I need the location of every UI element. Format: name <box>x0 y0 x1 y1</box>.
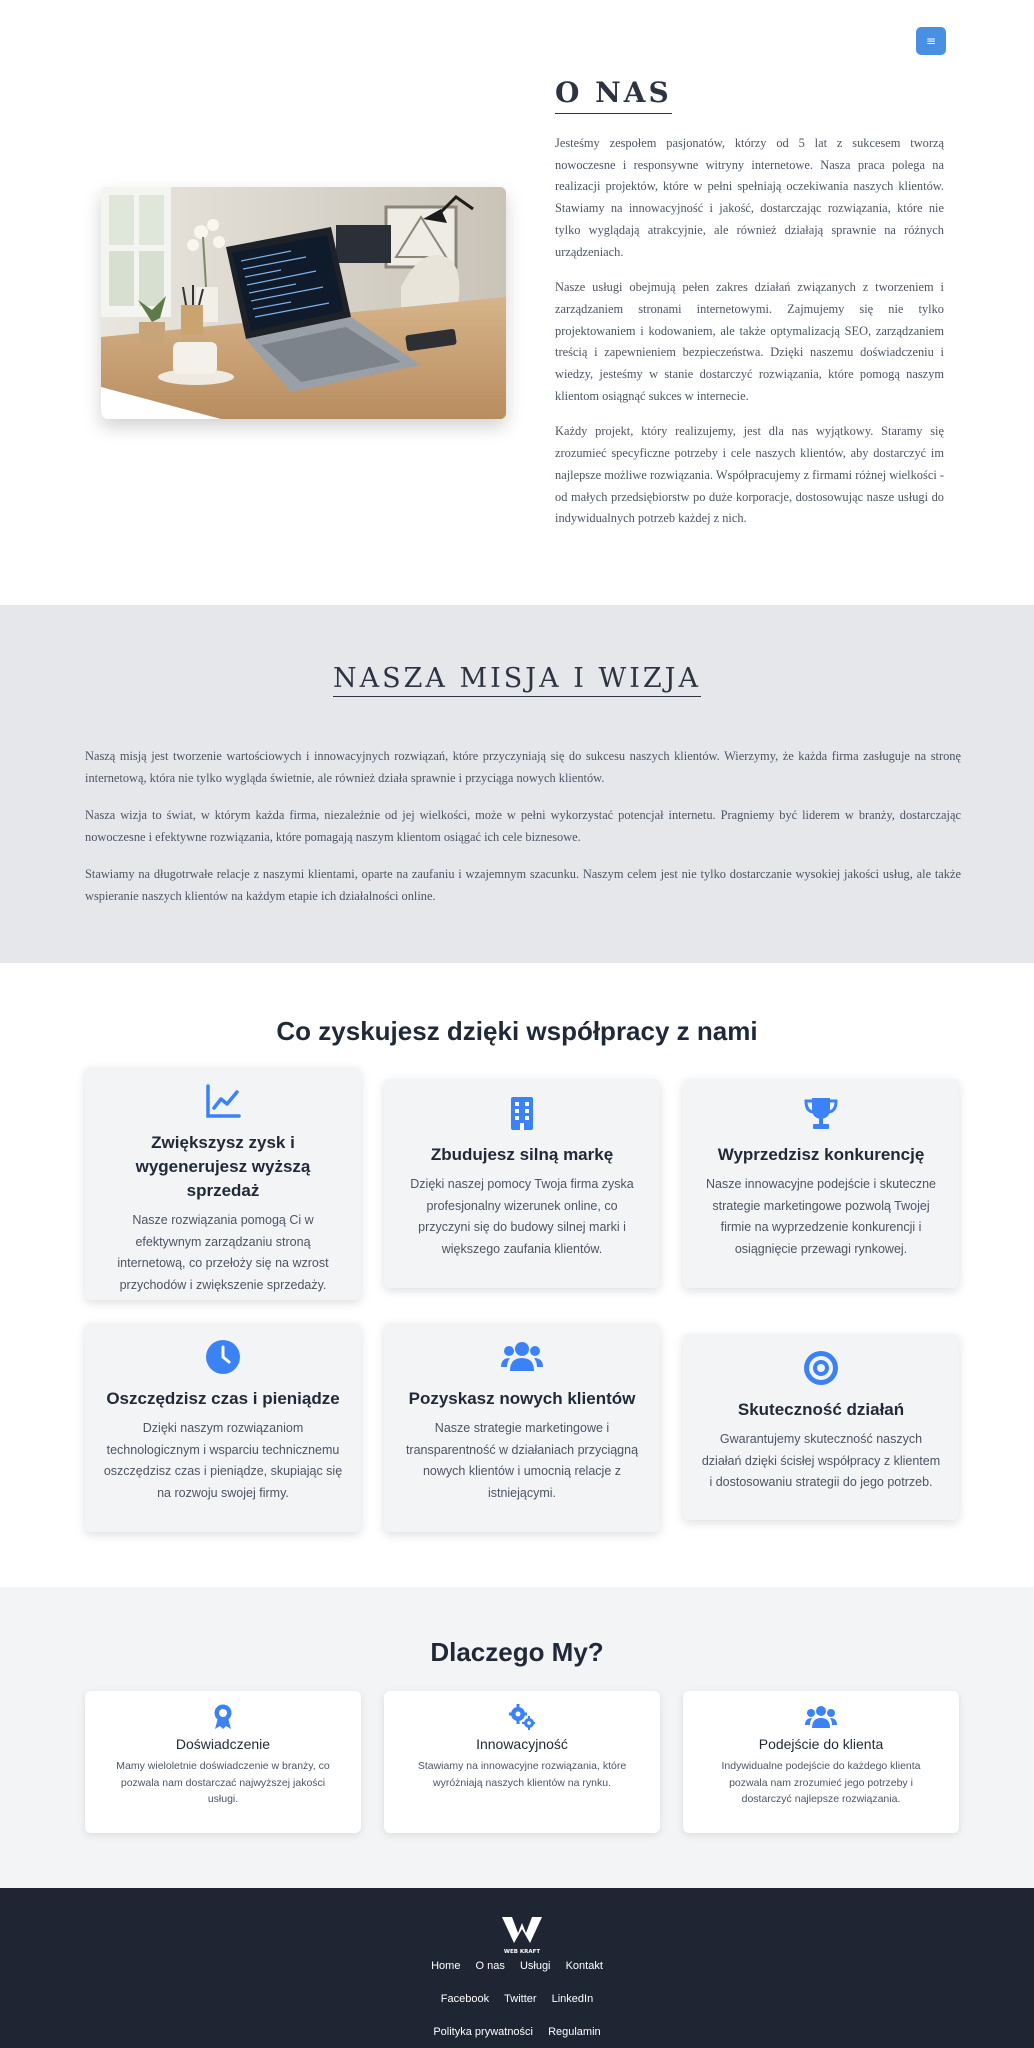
footer-link-terms[interactable]: Regulamin <box>548 2026 601 2038</box>
mission-section <box>0 605 1034 963</box>
about-paragraph: Jesteśmy zespołem pasjonatów, którzy od 5 lat z sukcesem tworzą nowoczesne i responsywne witryny internetowe. Nasza praca polega na realizacji projektów, które w pełni spełniają oczekiwania naszych klientów. Stawiamy na innowacyjność i jakość, dostarczając rozwiązania, które nie tylko wyglądają atrakcyjnie, ale również działają sprawnie na różnych urządzeniach. <box>555 136 944 259</box>
chart-line-icon <box>205 1083 241 1119</box>
users-icon <box>805 1704 837 1730</box>
logo-text: WEB KRAFT <box>503 1949 541 1955</box>
footer-link-twitter[interactable]: Twitter <box>504 1993 537 2005</box>
mission-paragraph: Naszą misją jest tworzenie wartościowych i innowacyjnych rozwiązań, które przyczyniają się do sukcesu naszych klientów. Wierzymy, że każda firma zasługuje na stronę internetową, która nie tylko wygląda świetnie, ale również działa sprawnie i przyciąga nowych klientów. <box>85 749 961 785</box>
benefit-title: Zbudujesz silną markę <box>430 1145 614 1164</box>
clock-icon <box>205 1339 241 1375</box>
about-paragraph: Każdy projekt, który realizujemy, jest dla nas wyjątkowy. Staramy się zrozumieć specyficzne potrzeby i cele naszych klientów, aby dostarczyć im najlepsze możliwe rozwiązania. Współpracujemy z firmami różnej wielkości - od małych przedsiębiorstw po duże korporacje, dostosowując nasze usługi do indywidualnych potrzeb każdej z nich. <box>555 424 944 526</box>
mission-title: NASZA MISJA I WIZJA <box>333 663 701 697</box>
footer-link-linkedin[interactable]: LinkedIn <box>551 1993 594 2005</box>
benefit-card <box>683 1079 959 1288</box>
about-paragraph: Nasze usługi obejmują pełen zakres działań związanych z tworzeniem i zarządzaniem stronami internetowymi. Zajmujemy się nie tylko projektowaniem i kodowaniem, ale także optymalizacją SEO, zarządzaniem treścią i zapewnieniem bezpieczeństwa. Dzięki naszemu doświadczeniu i wiedzy, jesteśmy w stanie dostarczyć rozwiązania, które pomogą naszym klientom osiągnąć sukces w internecie. <box>555 280 944 403</box>
benefits-title: Co zyskujesz dzięki współpracy z nami <box>276 1016 758 1046</box>
gears-icon <box>509 1704 535 1730</box>
target-icon <box>803 1350 839 1386</box>
why-card-text: Stawiamy na innowacyjne rozwiązania, które wyróżniają naszych klientów na rynku. <box>417 1760 627 1789</box>
why-card-title: Innowacyjność <box>476 1736 568 1752</box>
benefit-card <box>683 1334 959 1520</box>
why-section <box>0 1587 1034 1888</box>
footer-link-contact[interactable]: Kontakt <box>565 1960 603 1972</box>
benefit-title: Oszczędzisz czas i pieniądze <box>106 1389 340 1408</box>
why-card <box>85 1691 361 1833</box>
why-title: Dlaczego My? <box>430 1637 604 1667</box>
logo[interactable] <box>500 1915 544 1955</box>
benefit-text: Dzięki naszej pomocy Twoja firma zyska profesjonalny wizerunek online, co przyczyni się do budowy silnej marki i większego zaufania klientów. <box>410 1177 634 1256</box>
why-card <box>384 1691 660 1833</box>
footer-link-privacy[interactable]: Polityka prywatności <box>433 2026 533 2038</box>
benefit-card <box>384 1079 660 1288</box>
footer-link-services[interactable]: Usługi <box>519 1960 551 1972</box>
why-card-text: Indywidualne podejście do każdego klienta pozwala nam zrozumieć jego potrzeby i dostarczyć najlepsze rozwiązania. <box>721 1760 921 1805</box>
trophy-icon <box>803 1095 839 1131</box>
why-card-title: Doświadczenie <box>175 1736 271 1752</box>
about-image <box>101 187 506 419</box>
mission-paragraph: Nasza wizja to świat, w którym każda firma, niezależnie od jej wielkości, może w pełni wykorzystać potencjał internetu. Pragniemy być liderem w branży, dostarczając nowoczesne i efektywne rozwiązania, które pomagają naszym klientom osiągać ich cele biznesowe. <box>85 807 961 844</box>
benefit-card <box>85 1067 361 1300</box>
benefit-card <box>384 1323 660 1532</box>
footer-link-facebook[interactable]: Facebook <box>440 1993 490 2005</box>
benefit-text: Nasze strategie marketingowe i transparentność w działaniach przyciągną nowych klientów i umocnią relacje z istniejącymi. <box>405 1421 639 1500</box>
footer-nav <box>0 1960 1034 1972</box>
benefit-title: Zwiększysz zysk i wygenerujesz wyższą sprzedaż <box>135 1133 311 1200</box>
benefit-text: Nasze rozwiązania pomogą Ci w efektywnym zarządzaniu stroną internetową, co przełoży się na wzrost przychodów i zwiększenie sprzedaży. <box>117 1213 329 1292</box>
hamburger-icon: ≡ <box>925 34 937 48</box>
mission-text <box>85 746 961 923</box>
about-section <box>0 0 1034 605</box>
users-icon <box>501 1339 543 1375</box>
mission-paragraph: Stawiamy na długotrwałe relacje z naszymi klientami, oparte na zaufaniu i wzajemnym szacunku. Naszym celem jest nie tylko dostarczanie wysokiej jakości usług, ale także wspieranie naszych klientów na każdym etapie ich działalności online. <box>85 866 961 903</box>
why-card-text: Mamy wieloletnie doświadczenie w branży, co pozwala nam dostarczać najwyższej jakości usługi. <box>116 1760 330 1805</box>
benefit-text: Dzięki naszym rozwiązaniom technologicznym i wsparciu technicznemu oszczędzisz czas i pieniądze, skupiając się na rozwoju swojej firmy. <box>103 1421 343 1500</box>
benefit-text: Gwarantujemy skuteczność naszych działań dzięki ścisłej współpracy z klientem i dostosowaniu strategii do jego potrzeb. <box>701 1432 941 1489</box>
footer <box>0 1888 1034 2048</box>
benefit-title: Pozyskasz nowych klientów <box>408 1389 636 1408</box>
building-icon <box>504 1095 540 1131</box>
benefit-card <box>85 1323 361 1532</box>
award-icon <box>210 1704 236 1730</box>
why-card <box>683 1691 959 1833</box>
benefit-text: Nasze innowacyjne podejście i skuteczne strategie marketingowe pozwolą Twojej firmie na wyprzedzenie konkurencji i osiągnięcie przewagi rynkowej. <box>706 1177 936 1256</box>
footer-link-about[interactable]: O nas <box>475 1960 505 1972</box>
benefit-title: Wyprzedzisz konkurencję <box>717 1145 925 1164</box>
about-text <box>555 133 944 544</box>
about-title: O NAS <box>555 76 672 114</box>
footer-legal <box>0 2026 1034 2038</box>
benefit-title: Skuteczność działań <box>737 1400 905 1419</box>
footer-link-home[interactable]: Home <box>431 1960 461 1972</box>
footer-social <box>0 1993 1034 2005</box>
why-card-title: Podejście do klienta <box>758 1736 884 1752</box>
